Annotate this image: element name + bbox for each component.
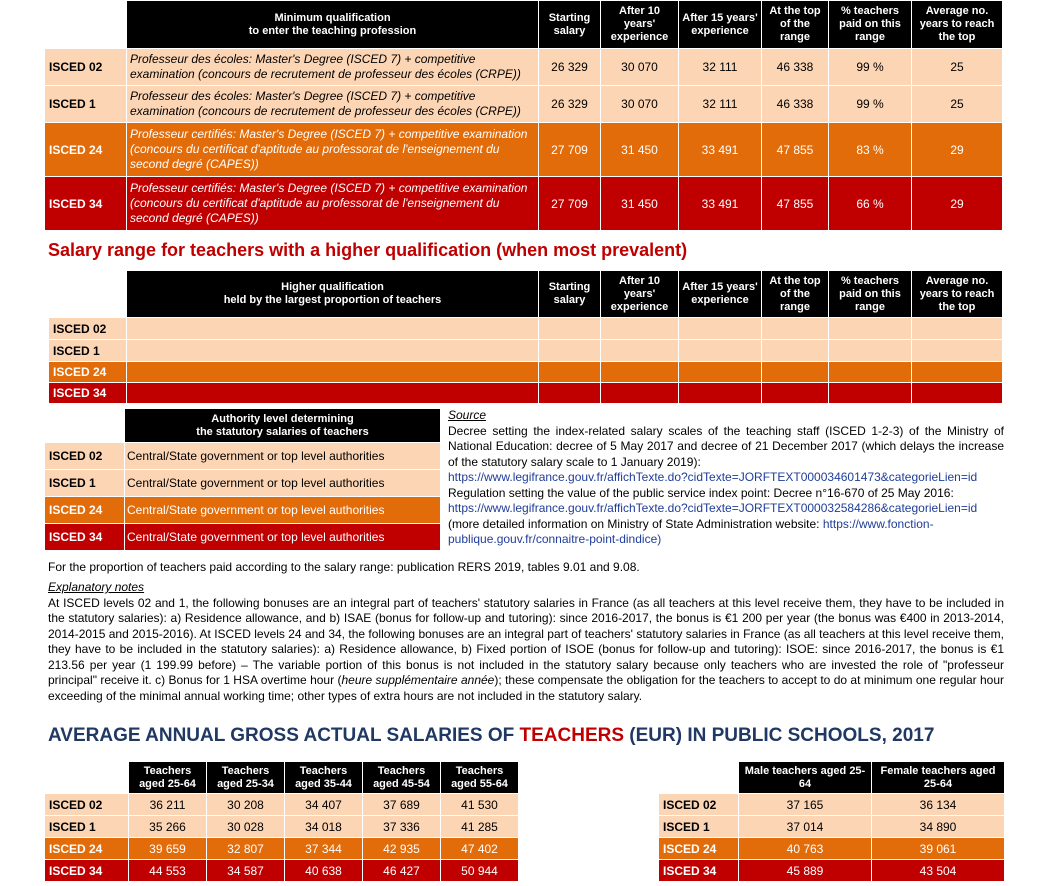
row-label: ISCED 34 [49,383,127,404]
row-label: ISCED 24 [45,838,129,860]
row-label: ISCED 1 [659,816,739,838]
notes-text-2: ); these compensate the obligation for the teachers to accept to do at minimum one regular hour exceeding of the minimal annual working time; other types of extra hours are not included in the statutory salary. [48,673,1005,703]
table-row [45,49,1003,86]
actual-salaries-title: AVERAGE ANNUAL GROSS ACTUAL SALARIES OF TEACHERS (EUR) IN PUBLIC SCHOOLS, 2017 [48,725,935,746]
row-label: ISCED 02 [45,49,127,86]
source-link-1[interactable]: https://www.legifrance.gouv.fr/affichTexte.do?cidTexte=JORFTEXT000034601473&categorieLien=id [448,470,978,484]
source-text-2: Regulation setting the value of the public service index point: Decree n°16-670 of 25 May 2016: [448,485,954,500]
table-row [659,860,1005,882]
table-row [49,318,1003,340]
table-row [45,794,519,816]
row-label: ISCED 02 [659,794,739,816]
table-row [45,177,1003,231]
header-after-10-years: After 10 years' experience [601,1,679,49]
header-higher-qualification: Higher qualification held by the largest proportion of teachers [127,271,539,318]
header-female-teachers: Female teachers aged 25-64 [872,762,1005,794]
pct-cell: 66 % [829,177,912,231]
after-10-cell: 30 070 [601,86,679,123]
table-row [45,524,441,551]
header-aged-25-34: Teachers aged 25-34 [207,762,285,794]
qualification-cell: Professeur certifiés: Master's Degree (ISCED 7) + competitive examination (concours du certificat d'aptitude au professorat de l'enseignement du second degré (CAPES)) [127,123,539,177]
row-label: ISCED 24 [49,362,127,383]
starting-salary-cell: 27 709 [539,123,601,177]
value-cell: 46 427 [363,860,441,882]
source-link-3[interactable]: https://www.fonction-publique.gouv.fr/connaitre-point-dindice) [448,516,934,546]
table-row [45,816,519,838]
table-row [49,340,1003,362]
notes-italic: heure supplémentaire année [341,673,495,687]
table-row [49,362,1003,383]
notes-label: Explanatory notes [48,580,145,594]
header-after-15-years: After 15 years' experience [679,271,762,318]
source-link-2[interactable]: https://www.legifrance.gouv.fr/affichTexte.do?cidTexte=JORFTEXT000032584286&categorieLien=id [448,501,978,515]
value-cell: 36 134 [872,794,1005,816]
table-row [45,470,441,497]
table-row [45,443,441,470]
row-label: ISCED 1 [45,86,127,123]
value-cell: 44 553 [129,860,207,882]
table-row [659,838,1005,860]
authority-cell: Central/State government or top level authorities [125,524,441,551]
after-15-cell: 33 491 [679,123,762,177]
header-authority-level: Authority level determining the statutory salaries of teachers [125,409,441,443]
value-cell: 37 165 [739,794,872,816]
header-pct-teachers: % teachers paid on this range [829,271,912,318]
value-cell: 45 889 [739,860,872,882]
value-cell: 37 014 [739,816,872,838]
starting-salary-cell: 27 709 [539,177,601,231]
value-cell: 34 890 [872,816,1005,838]
header-after-15-years: After 15 years' experience [679,1,762,49]
after-15-cell: 32 111 [679,49,762,86]
authority-cell: Central/State government or top level authorities [125,470,441,497]
table-row [45,86,1003,123]
header-top-of-range: At the top of the range [762,271,829,318]
row-label: ISCED 34 [45,860,129,882]
value-cell: 37 689 [363,794,441,816]
table-row [45,860,519,882]
header-aged-25-64: Teachers aged 25-64 [129,762,207,794]
salary-by-sex-table [658,761,1005,882]
pct-cell: 99 % [829,49,912,86]
salary-by-age-table [44,761,519,882]
value-cell: 39 659 [129,838,207,860]
top-range-cell: 47 855 [762,123,829,177]
value-cell: 34 587 [207,860,285,882]
higher-qualification-table [48,270,1003,404]
value-cell: 37 344 [285,838,363,860]
years-cell: 29 [912,123,1003,177]
header-starting-salary: Starting salary [539,1,601,49]
years-cell: 29 [912,177,1003,231]
row-label: ISCED 34 [45,177,127,231]
header-pct-teachers: % teachers paid on this range [829,1,912,49]
top-range-cell: 46 338 [762,49,829,86]
row-label: ISCED 02 [45,794,129,816]
value-cell: 41 285 [441,816,519,838]
table-row [659,794,1005,816]
notes-text: At ISCED levels 02 and 1, the following bonuses are an integral part of teachers' statutory salaries in France (as all teachers at this level receive them, they have to be included in the statutory salaries): a) Residence allowance, and b) ISAE (bonus for follow-up and tutoring): since 2016-2017, the bonus is €1 200 per year (the bonus was €400 in 2013-2014, 2014-2015 and 2015-2016). At ISCED levels 24 and 34, the following bonuses are an integral part of teachers' statutory salaries in France (as all teachers at this level receive them, they have to be included in the statutory salaries): a) Residence allowance, b) Fixed portion of ISOE (bonus for follow-up and tutoring): ISOE: since 2016-2017, the bonus is €1 213.56 per year (1 199.99 before) – The variable portion of this bonus is not included in the statutory salary because only teachers who are invested the role of "professeur principal" receive it. c) Bonus for 1 HSA overtime hour ( [48,595,1004,687]
value-cell: 39 061 [872,838,1005,860]
after-10-cell: 31 450 [601,177,679,231]
value-cell: 37 336 [363,816,441,838]
header-top-of-range: At the top of the range [762,1,829,49]
row-label: ISCED 24 [45,123,127,177]
after-15-cell: 33 491 [679,177,762,231]
top-range-cell: 46 338 [762,86,829,123]
source-block [448,408,1004,548]
header-avg-years: Average no. years to reach the top [912,1,1003,49]
value-cell: 36 211 [129,794,207,816]
table-row [45,123,1003,177]
value-cell: 40 763 [739,838,872,860]
starting-salary-cell: 26 329 [539,86,601,123]
top-range-cell: 47 855 [762,177,829,231]
pct-cell: 83 % [829,123,912,177]
row-label: ISCED 02 [49,318,127,340]
source-text-1: Decree setting the index-related salary scales of the teaching staff (ISCED 1-2-3) of the Ministry of National Education: decree of 5 May 2017 and decree of 21 December 2017 (which delays the increase of the statutory salary scale to 1 January 2019): [448,423,1004,469]
header-after-10-years: After 10 years' experience [601,271,679,318]
authority-cell: Central/State government or top level authorities [125,443,441,470]
after-15-cell: 32 111 [679,86,762,123]
header-avg-years: Average no. years to reach the top [912,271,1003,318]
value-cell: 35 266 [129,816,207,838]
value-cell: 47 402 [441,838,519,860]
value-cell: 34 407 [285,794,363,816]
qualification-cell: Professeur certifiés: Master's Degree (ISCED 7) + competitive examination (concours du certificat d'aptitude au professorat de l'enseignement du second degré (CAPES)) [127,177,539,231]
row-label: ISCED 24 [45,497,125,524]
header-male-teachers: Male teachers aged 25-64 [739,762,872,794]
row-label: ISCED 34 [45,524,125,551]
header-aged-35-44: Teachers aged 35-44 [285,762,363,794]
authority-table [44,408,441,551]
value-cell: 43 504 [872,860,1005,882]
row-label: ISCED 24 [659,838,739,860]
source-text-3: (more detailed information on Ministry of State Administration website: [448,516,820,531]
qualification-cell: Professeur des écoles: Master's Degree (ISCED 7) + competitive examination (concours de recrutement de professeur des écoles (CRPE)) [127,49,539,86]
row-label: ISCED 1 [45,470,125,497]
proportion-note: For the proportion of teachers paid according to the salary range: publication RERS 2019, tables 9.01 and 9.08. [48,560,640,574]
table-row [49,383,1003,404]
header-min-qualification: Minimum qualification to enter the teaching profession [127,1,539,49]
years-cell: 25 [912,86,1003,123]
after-10-cell: 31 450 [601,123,679,177]
value-cell: 40 638 [285,860,363,882]
source-label: Source [448,408,487,422]
qualification-cell: Professeur des écoles: Master's Degree (ISCED 7) + competitive examination (concours de recrutement de professeur des écoles (CRPE)) [127,86,539,123]
row-label: ISCED 34 [659,860,739,882]
pct-cell: 99 % [829,86,912,123]
explanatory-notes [48,580,1004,704]
table-row [45,497,441,524]
row-label: ISCED 02 [45,443,125,470]
row-label: ISCED 1 [45,816,129,838]
years-cell: 25 [912,49,1003,86]
value-cell: 41 530 [441,794,519,816]
authority-cell: Central/State government or top level authorities [125,497,441,524]
value-cell: 50 944 [441,860,519,882]
header-aged-45-54: Teachers aged 45-54 [363,762,441,794]
row-label: ISCED 1 [49,340,127,362]
header-starting-salary: Starting salary [539,271,601,318]
header-aged-55-64: Teachers aged 55-64 [441,762,519,794]
after-10-cell: 30 070 [601,49,679,86]
value-cell: 30 028 [207,816,285,838]
value-cell: 30 208 [207,794,285,816]
value-cell: 34 018 [285,816,363,838]
higher-qualification-title: Salary range for teachers with a higher qualification (when most prevalent) [48,240,688,260]
table-row [659,816,1005,838]
statutory-salary-table [44,0,1003,231]
value-cell: 42 935 [363,838,441,860]
starting-salary-cell: 26 329 [539,49,601,86]
value-cell: 32 807 [207,838,285,860]
table-row [45,838,519,860]
